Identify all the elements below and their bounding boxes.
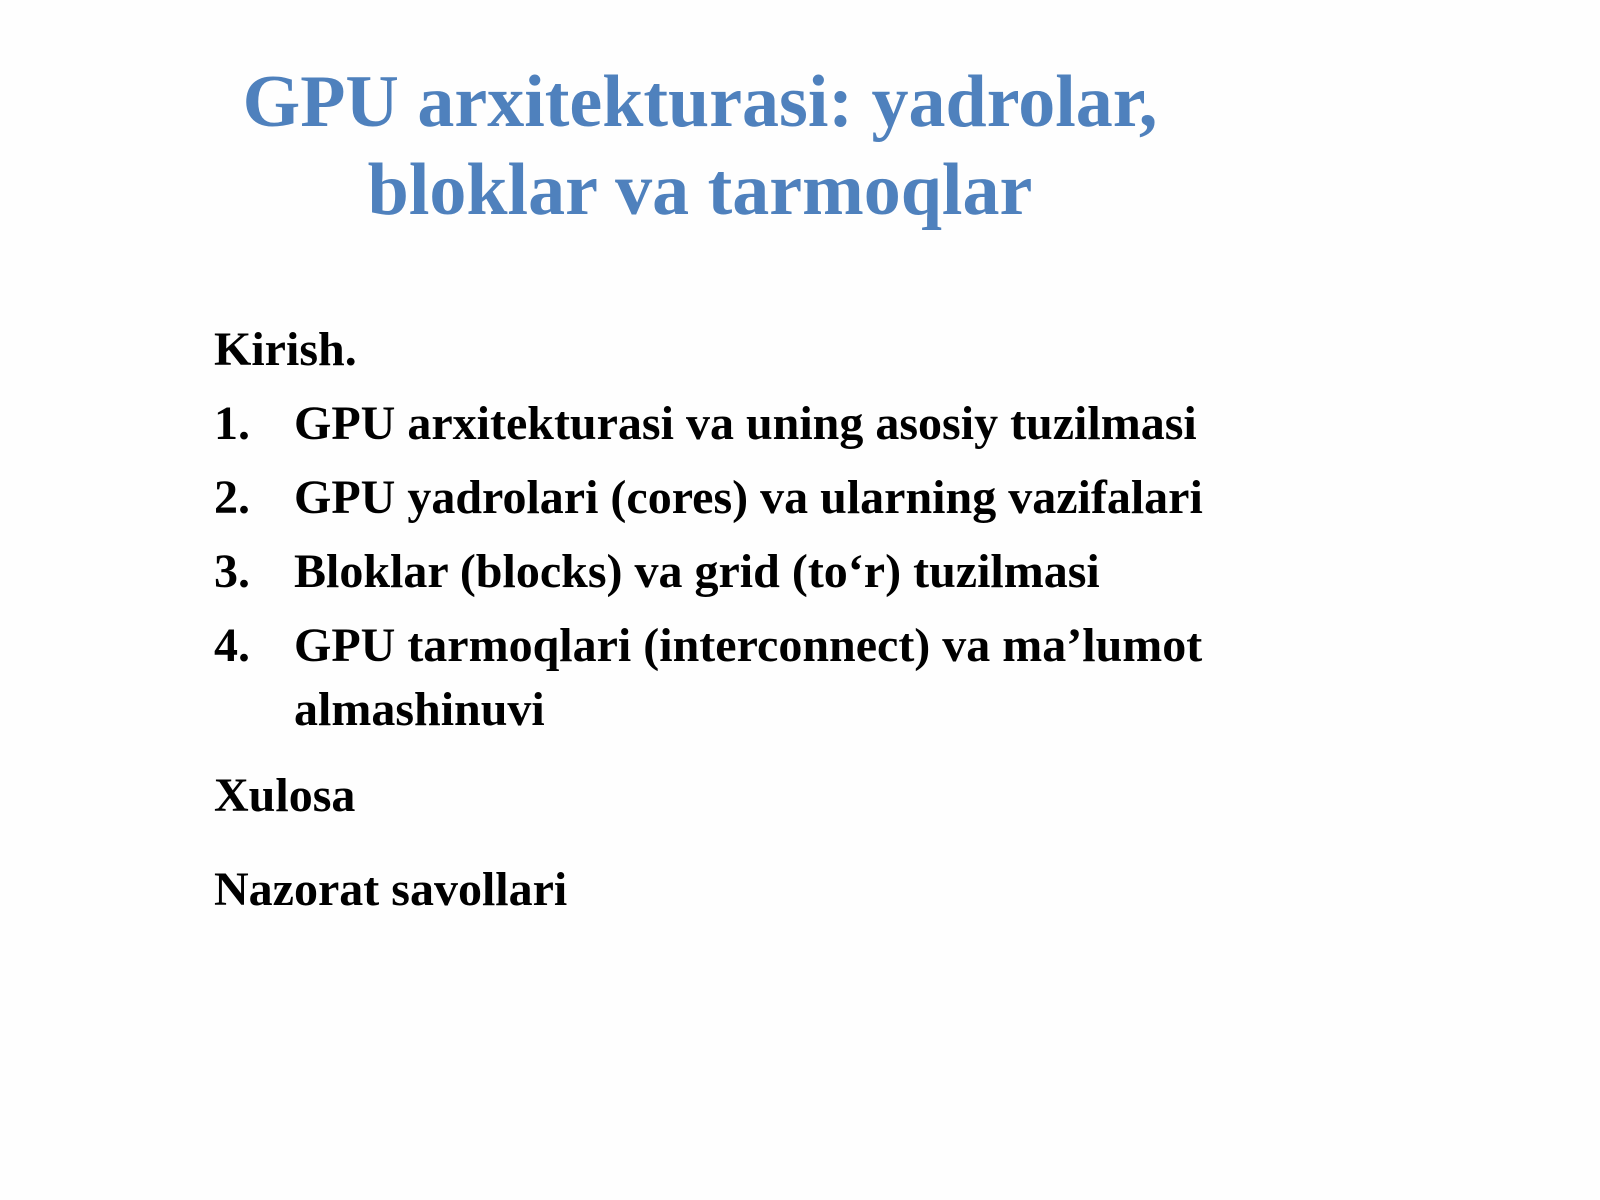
- questions-heading: Nazorat savollari: [214, 863, 568, 916]
- slide-title-line-2: bloklar va tarmoqlar: [367, 149, 1033, 231]
- topic-item-1: [214, 392, 1414, 456]
- conclusion-heading: Xulosa: [214, 769, 356, 822]
- topic-list: [214, 392, 1414, 742]
- topic-number: 1.: [214, 397, 250, 450]
- topic-item-4: [214, 614, 1414, 742]
- topic-number: 3.: [214, 545, 250, 598]
- topic-number: 2.: [214, 471, 250, 524]
- topic-item-2: [214, 466, 1414, 530]
- slide-content: [214, 318, 1414, 922]
- topic-number: 4.: [214, 619, 250, 672]
- topic-text: Bloklar (blocks) va grid (to‘r) tuzilmasi: [294, 545, 1100, 598]
- topic-item-3: [214, 540, 1414, 604]
- slide-title-line-1: GPU arxitekturasi: yadrolar,: [242, 61, 1158, 143]
- topic-text: GPU tarmoqlari (interconnect) va ma’lumot almashinuvi: [294, 619, 1203, 736]
- topic-text: GPU arxitekturasi va uning asosiy tuzilmasi: [294, 397, 1197, 450]
- topic-text: GPU yadrolari (cores) va ularning vazifalari: [294, 471, 1203, 524]
- intro-heading: Kirish.: [214, 323, 357, 376]
- slide-title: [150, 58, 1250, 234]
